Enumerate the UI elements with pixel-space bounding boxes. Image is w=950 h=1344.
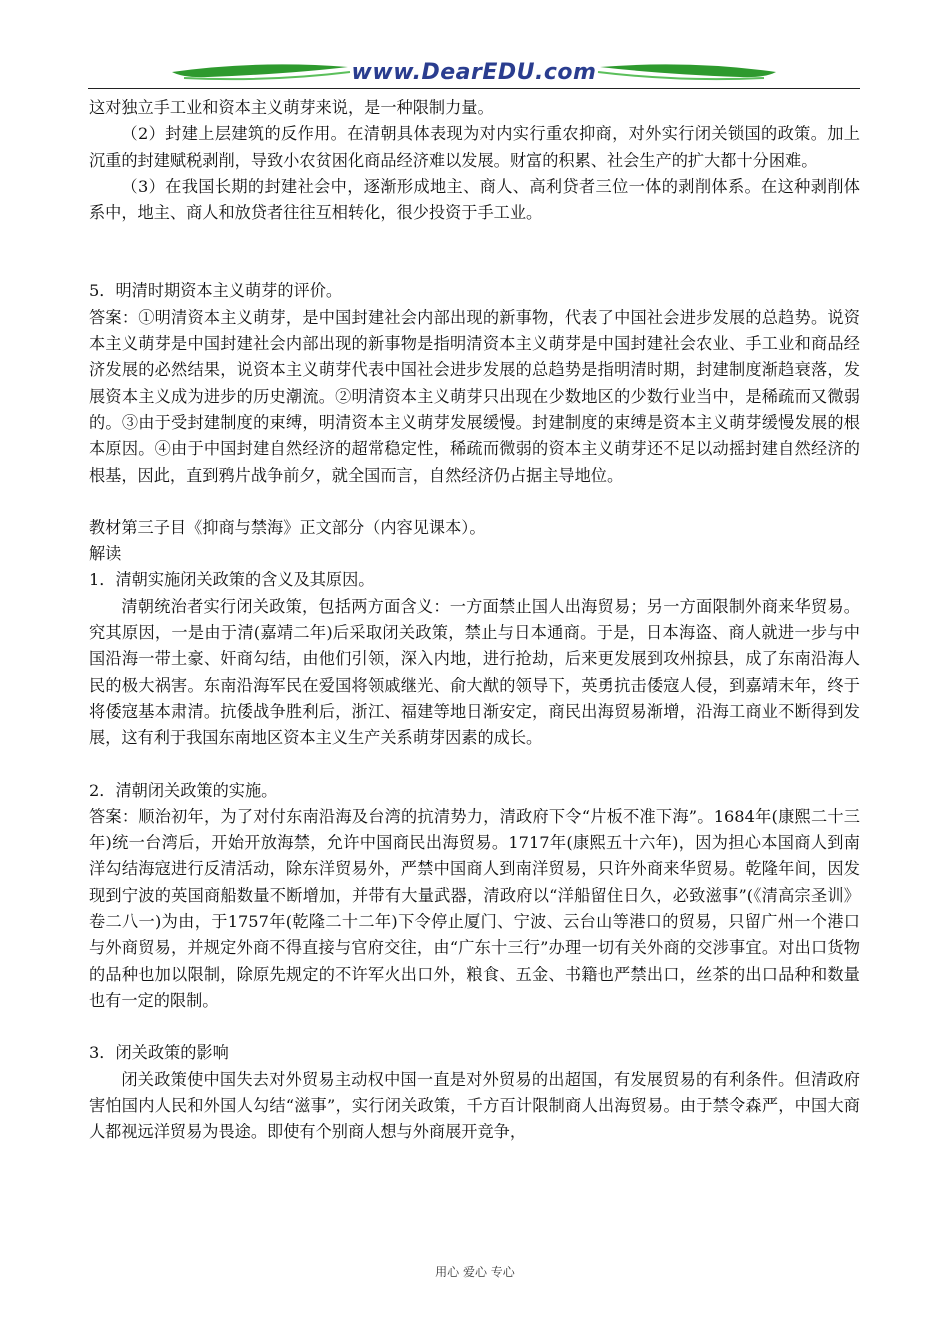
- question-5-title: 5．明清时期资本主义萌芽的评价。: [89, 281, 343, 301]
- section-read-label: 解读: [89, 544, 122, 564]
- question-3-title: 3．闭关政策的影响: [89, 1043, 229, 1063]
- paragraph-continuation: 这对独立手工业和资本主义萌芽来说，是一种限制力量。: [89, 98, 494, 117]
- question-1-title: 1．清朝实施闭关政策的含义及其原因。: [89, 570, 375, 590]
- question-2-answer: 答案：顺治初年，为了对付东南沿海及台湾的抗清势力，清政府下令“片板不准下海”。1684年(康熙二十三年)统一台湾后，开始开放海禁，允许中国商民出海贸易。1717年(康熙五十六年)，因为担心本国商人到南洋勾结海寇进行反清活动，除东洋贸易外，严禁中国商人到南洋贸易，只许外商来华贸易。乾隆年间，因发现到宁波的英国商船数量不断增加，并带有大量武器，清政府以“洋船留住日久，必致滋事”(《清高宗圣训》卷二八一)为由，于1757年(乾隆二十二年)下令停止厦门、宁波、云台山等港口的贸易，只留广州一个港口与外商贸易，并规定外商不得直接与官府交往，由“广东十三行”办理一切有关外商的交涉事宜。对出口货物的品种也加以限制，除原先规定的不许军火出口外，粮食、五金、书籍也严禁出口，丝茶的出口品种和数量也有一定的限制。: [89, 806, 860, 1010]
- question-2-title: 2．清朝闭关政策的实施。: [89, 780, 278, 800]
- question-3-text: 闭关政策使中国失去对外贸易主动权中国一直是对外贸易的出超国，有发展贸易的有利条件。但清政府害怕国内人民和外国人勾结“滋事”，实行闭关政策，千方百计限制商人出海贸易。由于禁令森严，中国大商人都视远洋贸易为畏途。即使有个别商人想与外商展开竞争，: [89, 1069, 860, 1142]
- spacer: [89, 1014, 860, 1040]
- page-footer: 用心 爱心 专心: [435, 1265, 515, 1279]
- question-1-text: 清朝统治者实行闭关政策，包括两方面含义：一方面禁止国人出海贸易；另一方面限制外商来华贸易。究其原因，一是由于清(嘉靖二年)后采取闭关政策，禁止与日本通商。于是，日本海盗、商人就进一步与中国沿海一带土豪、奸商勾结，由他们引领，深入内地，进行抢劫，后来更发展到攻州掠县，成了东南沿海人民的极大祸害。东南沿海军民在爱国将领戚继光、俞大猷的领导下，英勇抗击倭寇人侵，到嘉靖末年，终于将倭寇基本肃清。抗倭战争胜利后，浙江、福建等地日渐安定，商民出海贸易渐增，沿海工商业不断得到发展，这有利于我国东南地区资本主义生产关系萌芽因素的成长。: [89, 596, 860, 748]
- header-divider: [88, 88, 860, 89]
- question-5-answer: 答案：①明清资本主义萌芽，是中国封建社会内部出现的新事物，代表了中国社会进步发展的总趋势。说资本主义萌芽是中国封建社会内部出现的新事物是指明清资本主义萌芽是中国封建社会农业、手工业和商品经济发展的必然结果，说资本主义萌芽代表中国社会进步发展的总趋势是指明清时期，封建制度渐趋衰落，发展资本主义成为进步的历史潮流。②明清资本主义萌芽只出现在少数地区的少数行业当中，是稀疏而又微弱的。③由于受封建制度的束缚，明清资本主义萌芽发展缓慢。封建制度的束缚是资本主义萌芽缓慢发展的根本原因。④由于中国封建自然经济的超常稳定性，稀疏而微弱的资本主义萌芽还不足以动摇封建自然经济的根基，因此，直到鸦片战争前夕，就全国而言，自然经济仍占据主导地位。: [89, 307, 860, 485]
- spacer: [89, 226, 860, 278]
- page-header: [88, 58, 860, 92]
- paragraph-point-3: （3）在我国长期的封建社会中，逐渐形成地主、商人、高利贷者三位一体的剥削体系。在这种剥削体系中，地主、商人和放贷者往往互相转化，很少投资于手工业。: [89, 176, 860, 223]
- document-body: [89, 95, 860, 1145]
- spacer: [89, 489, 860, 515]
- spacer: [89, 752, 860, 778]
- section-title: 教材第三子目《抑商与禁海》正文部分（内容见课本）。: [89, 517, 486, 537]
- paragraph-point-2: （2）封建上层建筑的反作用。在清朝具体表现为对内实行重农抑商，对外实行闭关锁国的政策。加上沉重的封建赋税剥削，导致小农贫困化商品经济难以发展。财富的积累、社会生产的扩大都十分困难。: [89, 124, 860, 170]
- site-logo-text: www.DearEDU.com: [351, 60, 597, 85]
